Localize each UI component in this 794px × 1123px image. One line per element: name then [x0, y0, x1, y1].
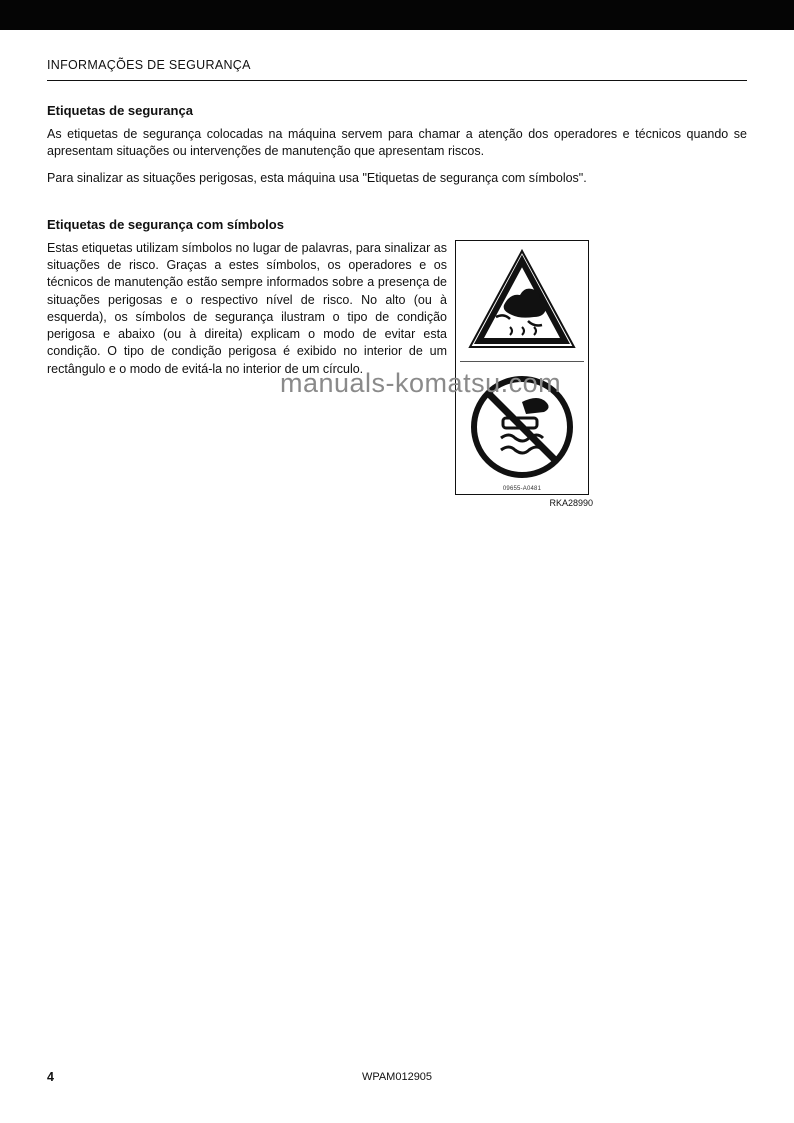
page-content	[47, 30, 747, 508]
paragraph-simbolos-body: Estas etiquetas utilizam símbolos no lugar de palavras, para sinalizar as situações de risco. Graças a estes símbolos, os operadores e os técnicos de manutenção estão sempre informados sobre a presença de situações perigosas e o respectivo nível de risco. No alto (ou à esquerda), os símbolos de segurança ilustram o tipo de condição perigosa e abaixo (ou à direita) explicam o modo de evitar esta condição. O tipo de condição perigosa é exibido no interior de um rectângulo e o modo de evitá-la no interior de um círculo.	[47, 240, 447, 376]
paragraph-etiquetas-1: As etiquetas de segurança colocadas na máquina servem para chamar a atenção dos operadores e técnicos quando se apresentam situações ou intervenções de manutenção que apresentam riscos.	[47, 127, 747, 159]
page-number: 4	[47, 1070, 54, 1084]
warning-triangle-panel	[460, 247, 584, 362]
page-top-black-bar	[0, 0, 794, 30]
header-rule	[47, 80, 747, 81]
section-heading-simbolos: Etiquetas de segurança com símbolos	[47, 216, 284, 232]
running-header: INFORMAÇÕES DE SEGURANÇA	[47, 58, 251, 72]
document-code: WPAM012905	[361, 1071, 433, 1083]
label-part-number: 09655-A0481	[502, 485, 542, 492]
paragraph-etiquetas-2: Para sinalizar as situações perigosas, esta máquina usa "Etiquetas de segurança com símbolos".	[47, 170, 587, 185]
section-heading-etiquetas: Etiquetas de segurança	[47, 103, 193, 118]
hot-fluid-scald-warning-icon	[466, 247, 578, 353]
figure-caption: RKA28990	[549, 497, 593, 508]
watermark-text: manuals-komatsu.com	[280, 368, 562, 398]
symbols-text-column	[47, 240, 447, 387]
